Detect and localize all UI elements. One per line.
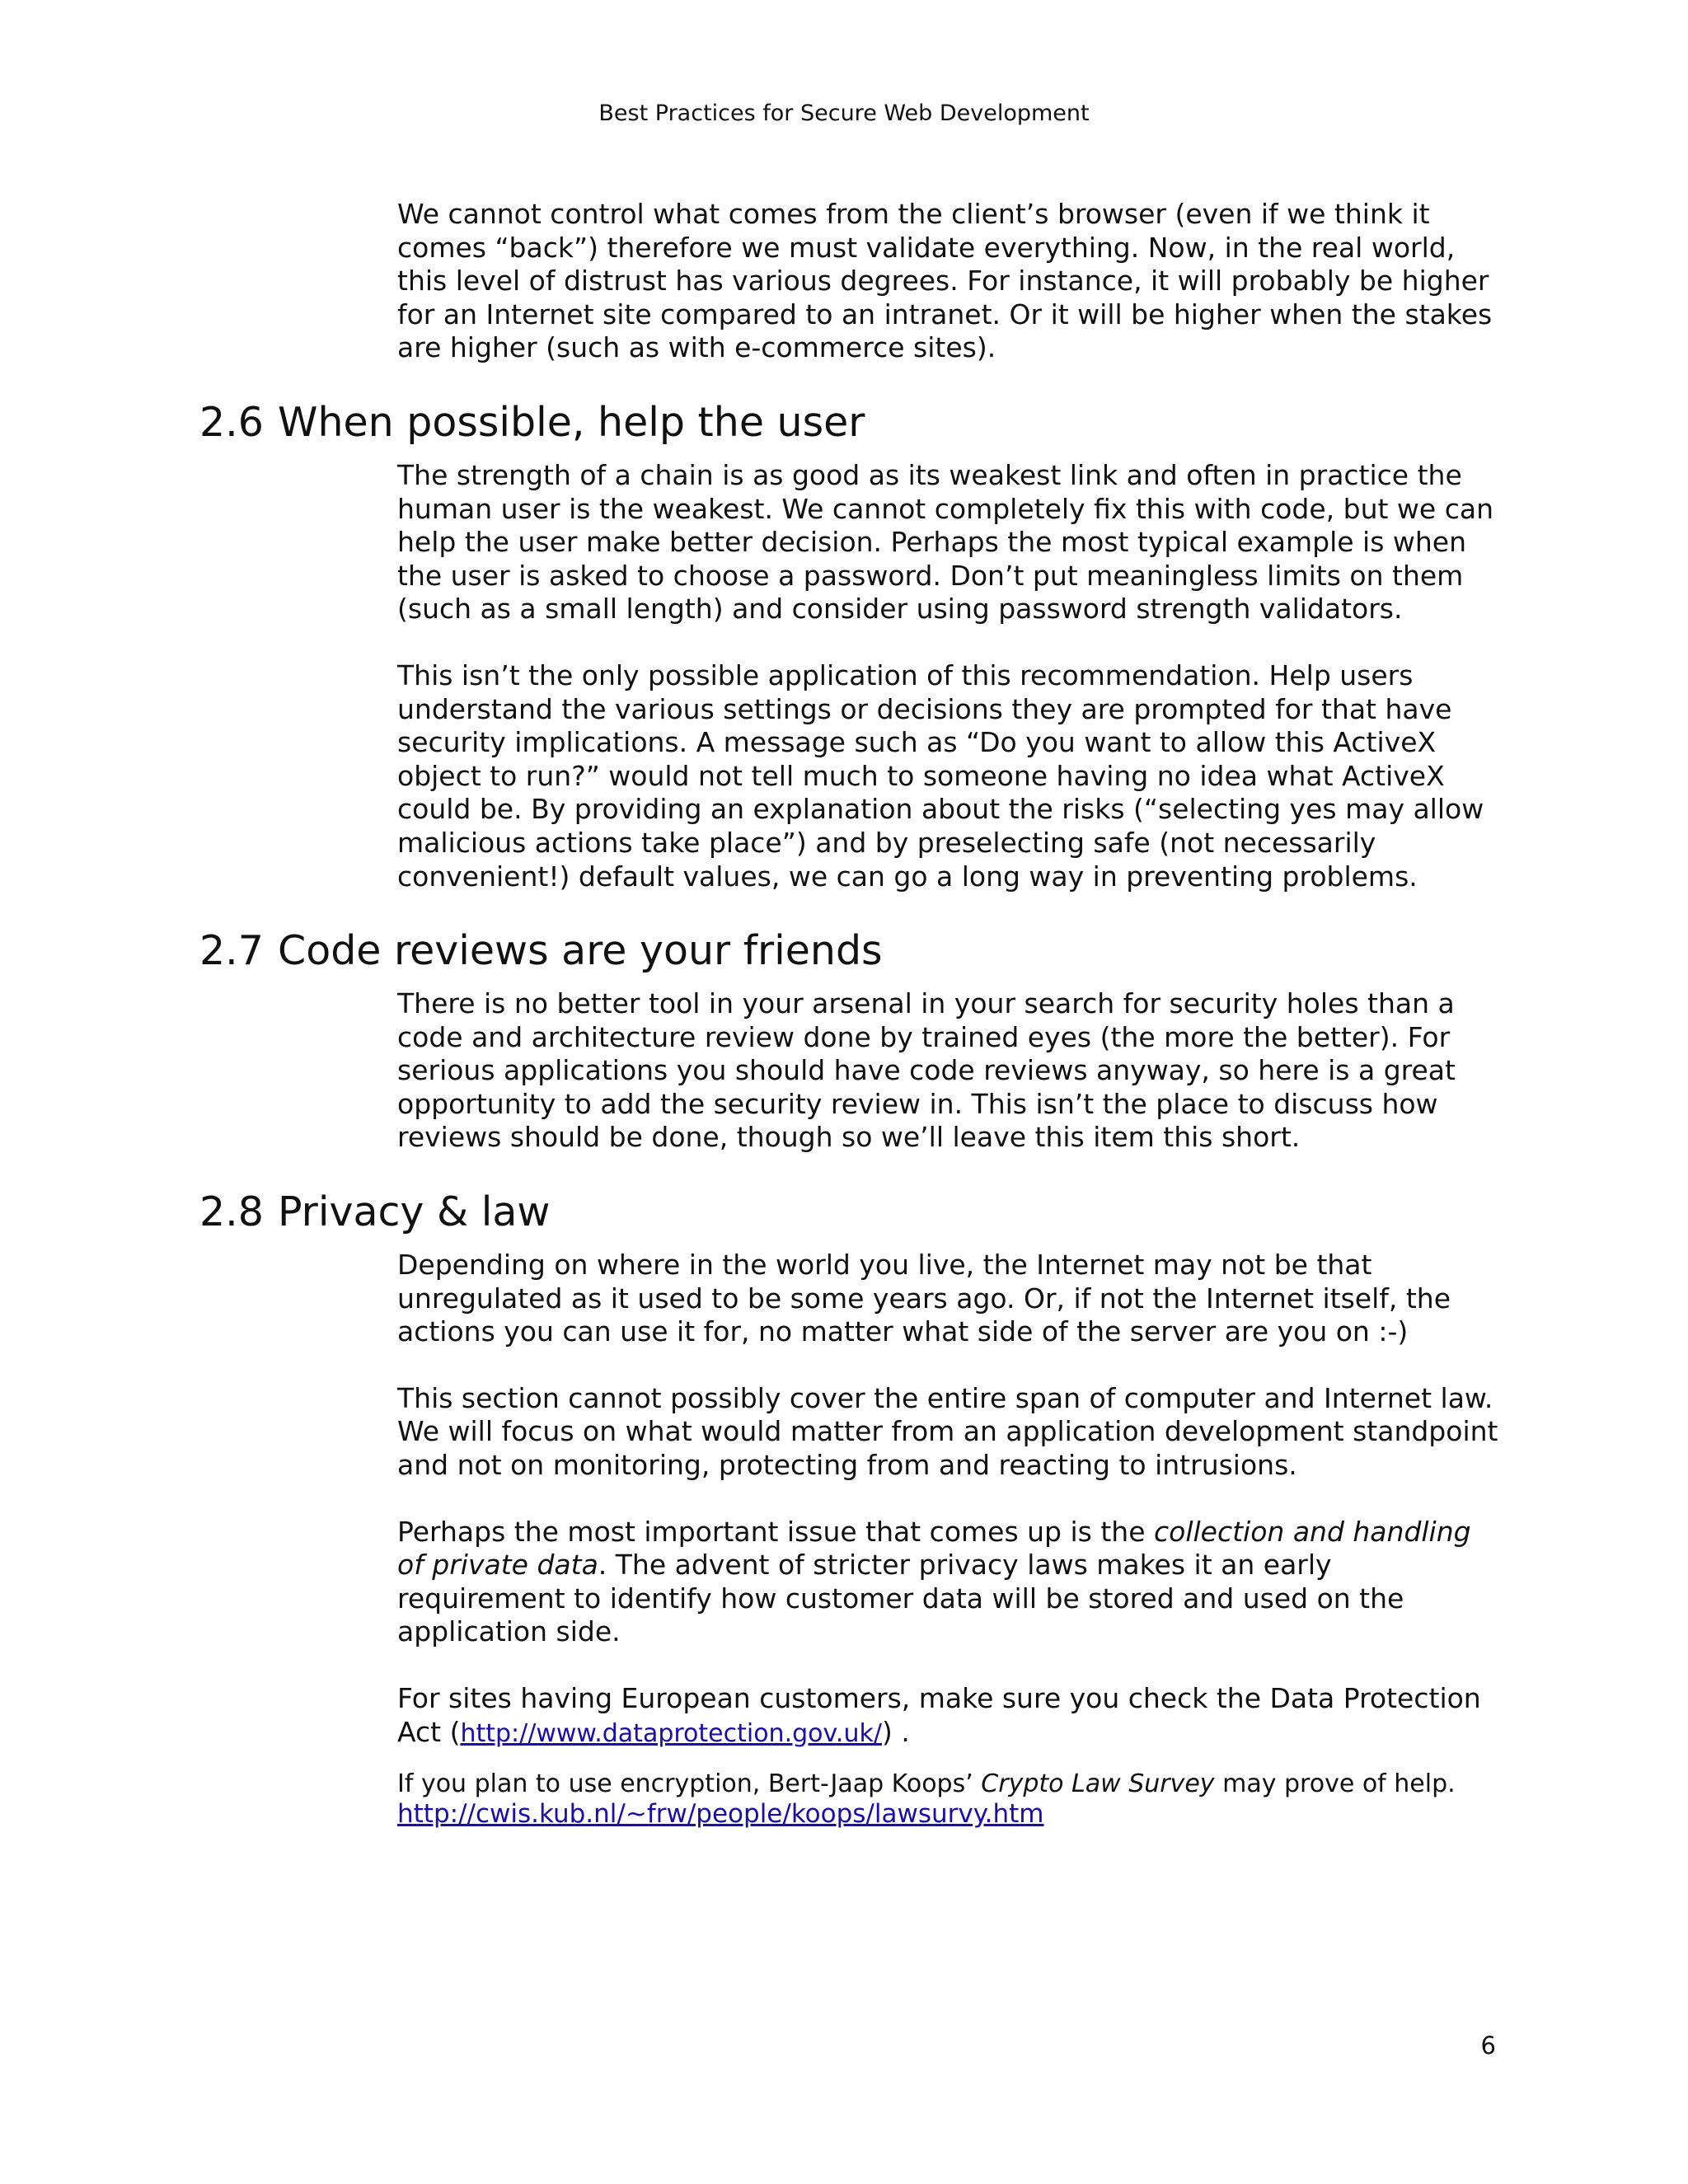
emphasized-text: collection and handling of private data [397,1515,1471,1582]
page-content [0,198,1688,1830]
section-title: Code reviews are your friends [278,927,883,975]
section-number: 2.8 [199,1188,264,1236]
section-heading-2-7 [0,926,1688,976]
section-2-8-paragraph-5 [0,1769,1502,1830]
section-2-8-paragraph-3 [0,1516,1502,1649]
section-title: Privacy & law [278,1188,551,1236]
section-2-8-paragraph-1: Depending on where in the world you live, the Internet may not be that unregulated as it used to be some years ago. Or, if not the Internet itself, the actions you can use it for, no matter what side of the server are you on :-) [397,1249,1451,1348]
section-number: 2.7 [199,927,264,975]
section-heading-2-8 [0,1188,1688,1237]
paragraph-text: For sites having European customers, make sure you check the Data Protection Act ( [397,1682,1481,1748]
section-2-6-paragraph-2: This isn’t the only possible application of this recommendation. Help users understand the various settings or decisions they are prompted for that have security implications. A message such as “Do you want to allow this ActiveX object to run?” would not tell much to someone having no idea what ActiveX could be. By providing an explanation about the risks (“selecting yes may allow malicious actions take place”) and by preselecting safe (not necessarily convenient!) default values, we can go a long way in preventing problems. [397,658,1484,893]
section-2-7-paragraph-1: There is no better tool in your arsenal in your search for security holes than a code and architecture review done by trained eyes (the more the better). For serious applications you should have code reviews anyway, so here is a great opportunity to add the security review in. This isn’t the place to discuss how reviews should be done, though so we’ll leave this item this short. [397,987,1456,1154]
emphasized-text: Crypto Law Survey [981,1769,1215,1799]
section-2-8-paragraph-2: This section cannot possibly cover the entire span of computer and Internet law. We will focus on what would matter from an application development standpoint and not on monitoring, protecting from and reacting to intrusions. [397,1381,1498,1482]
section-number: 2.6 [199,398,264,446]
crypto-law-survey-link[interactable]: http://cwis.kub.nl/~frw/people/koops/lawsurvy.htm [397,1799,1044,1830]
paragraph-text: If you plan to use encryption, Bert-Jaap Koops’ [397,1769,982,1799]
paragraph-text: ) . [881,1715,910,1748]
data-protection-link[interactable]: http://www.dataprotection.gov.uk/ [460,1718,882,1748]
paragraph-text: may prove of help. [1214,1769,1456,1799]
intro-paragraph: We cannot control what comes from the client’s browser (even if we think it comes “back”) therefore we must validate everything. Now, in the real world, this level of distrust has various degrees. For instance, it will probably be higher for an Internet site compared to an intranet. Or it will be higher when the stakes are higher (such as with e-commerce sites). [397,198,1493,364]
running-header: Best Practices for Secure Web Development [598,101,1090,126]
section-2-8-paragraph-4 [0,1682,1502,1750]
paragraph-text: . The advent of stricter privacy laws makes it an early requirement to identify how customer data will be stored and used on the application side. [397,1549,1404,1648]
page-number: 6 [1480,2032,1496,2060]
paragraph-text: Perhaps the most important issue that comes up is the [397,1515,1154,1548]
section-title: When possible, help the user [278,398,865,446]
section-heading-2-6 [0,398,1688,448]
section-2-6-paragraph-1: The strength of a chain is as good as its weakest link and often in practice the human user is the weakest. We cannot completely fix this with code, but we can help the user make better decision. Perhaps the most typical example is when the user is asked to choose a password. Don’t put meaningless limits on them (such as a small length) and consider using password strength validators. [397,458,1493,626]
